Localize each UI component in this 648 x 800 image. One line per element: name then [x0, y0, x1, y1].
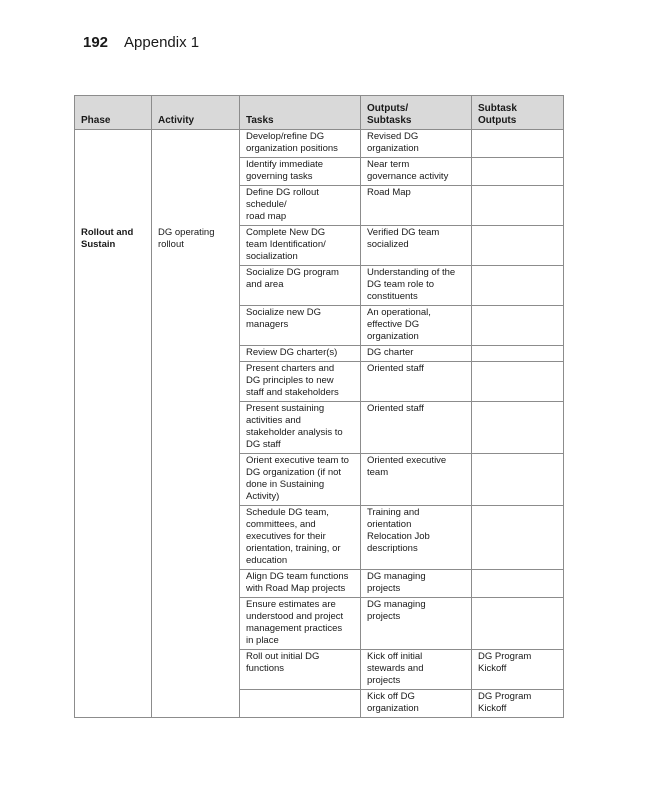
cell-task: Develop/refine DG organization positions: [240, 130, 361, 158]
cell-phase: [75, 362, 152, 402]
cell-phase: [75, 570, 152, 598]
table-row: [75, 454, 564, 506]
cell-output: Oriented staff: [361, 362, 472, 402]
cell-subtask-output: [472, 226, 564, 266]
cell-phase: [75, 158, 152, 186]
cell-subtask-output: [472, 570, 564, 598]
cell-output: An operational, effective DG organization: [361, 306, 472, 346]
cell-output: Road Map: [361, 186, 472, 226]
cell-activity: [152, 690, 240, 718]
page-header: [83, 34, 199, 51]
cell-output: Kick off DG organization: [361, 690, 472, 718]
cell-phase: [75, 130, 152, 158]
cell-subtask-output: DG Program Kickoff: [472, 650, 564, 690]
cell-subtask-output: [472, 306, 564, 346]
cell-phase: [75, 306, 152, 346]
column-header-subtask-outputs: Subtask Outputs: [472, 96, 564, 130]
cell-activity: [152, 130, 240, 158]
table-row: [75, 306, 564, 346]
cell-subtask-output: [472, 598, 564, 650]
cell-phase: [75, 506, 152, 570]
table-row: [75, 362, 564, 402]
cell-output: Oriented executive team: [361, 454, 472, 506]
table-row: [75, 130, 564, 158]
cell-output: Understanding of the DG team role to constituents: [361, 266, 472, 306]
cell-output: Kick off initial stewards and projects: [361, 650, 472, 690]
table-row: [75, 598, 564, 650]
cell-activity: [152, 186, 240, 226]
cell-activity: [152, 362, 240, 402]
cell-task: Align DG team functions with Road Map projects: [240, 570, 361, 598]
table-row: [75, 650, 564, 690]
table-row: [75, 226, 564, 266]
appendix-table: [74, 95, 564, 718]
cell-task: Present charters and DG principles to new staff and stakeholders: [240, 362, 361, 402]
cell-task: Complete New DG team Identification/ socialization: [240, 226, 361, 266]
cell-output: Near term governance activity: [361, 158, 472, 186]
cell-activity: [152, 598, 240, 650]
cell-activity: [152, 650, 240, 690]
cell-subtask-output: [472, 130, 564, 158]
page-number: 192: [83, 34, 109, 51]
table-row: [75, 402, 564, 454]
cell-output: Training and orientation Relocation Job descriptions: [361, 506, 472, 570]
cell-activity: [152, 346, 240, 362]
table-body: [75, 130, 564, 718]
cell-task: Present sustaining activities and stakeholder analysis to DG staff: [240, 402, 361, 454]
cell-phase: [75, 346, 152, 362]
cell-subtask-output: DG Program Kickoff: [472, 690, 564, 718]
table-row: [75, 690, 564, 718]
cell-activity: [152, 506, 240, 570]
page-section-title: Appendix 1: [124, 34, 200, 51]
cell-phase: [75, 186, 152, 226]
cell-subtask-output: [472, 402, 564, 454]
cell-task: Review DG charter(s): [240, 346, 361, 362]
cell-task: [240, 690, 361, 718]
cell-output: DG managing projects: [361, 570, 472, 598]
cell-activity: [152, 402, 240, 454]
table-row: [75, 570, 564, 598]
cell-task: Orient executive team to DG organization (if not done in Sustaining Activity): [240, 454, 361, 506]
table-header-row: [75, 96, 564, 130]
cell-activity: [152, 570, 240, 598]
column-header-phase: Phase: [75, 96, 152, 130]
table-row: [75, 266, 564, 306]
cell-task: Socialize new DG managers: [240, 306, 361, 346]
cell-task: Socialize DG program and area: [240, 266, 361, 306]
table-row: [75, 158, 564, 186]
cell-task: Define DG rollout schedule/ road map: [240, 186, 361, 226]
cell-activity: [152, 454, 240, 506]
cell-phase: [75, 690, 152, 718]
cell-subtask-output: [472, 158, 564, 186]
cell-subtask-output: [472, 346, 564, 362]
cell-subtask-output: [472, 362, 564, 402]
cell-phase: [75, 266, 152, 306]
cell-activity: DG operating rollout: [152, 226, 240, 266]
table-row: [75, 506, 564, 570]
column-header-outputs-subtasks: Outputs/ Subtasks: [361, 96, 472, 130]
column-header-tasks: Tasks: [240, 96, 361, 130]
cell-output: Verified DG team socialized: [361, 226, 472, 266]
table-row: [75, 186, 564, 226]
cell-subtask-output: [472, 506, 564, 570]
cell-phase: [75, 402, 152, 454]
cell-task: Identify immediate governing tasks: [240, 158, 361, 186]
cell-phase: Rollout and Sustain: [75, 226, 152, 266]
cell-phase: [75, 650, 152, 690]
cell-output: DG managing projects: [361, 598, 472, 650]
table-row: [75, 346, 564, 362]
cell-task: Ensure estimates are understood and project management practices in place: [240, 598, 361, 650]
cell-subtask-output: [472, 454, 564, 506]
cell-activity: [152, 266, 240, 306]
cell-phase: [75, 598, 152, 650]
cell-task: Schedule DG team, committees, and executives for their orientation, training, or education: [240, 506, 361, 570]
cell-activity: [152, 158, 240, 186]
cell-output: Revised DG organization: [361, 130, 472, 158]
cell-output: DG charter: [361, 346, 472, 362]
cell-subtask-output: [472, 186, 564, 226]
cell-subtask-output: [472, 266, 564, 306]
cell-output: Oriented staff: [361, 402, 472, 454]
cell-task: Roll out initial DG functions: [240, 650, 361, 690]
cell-activity: [152, 306, 240, 346]
column-header-activity: Activity: [152, 96, 240, 130]
cell-phase: [75, 454, 152, 506]
